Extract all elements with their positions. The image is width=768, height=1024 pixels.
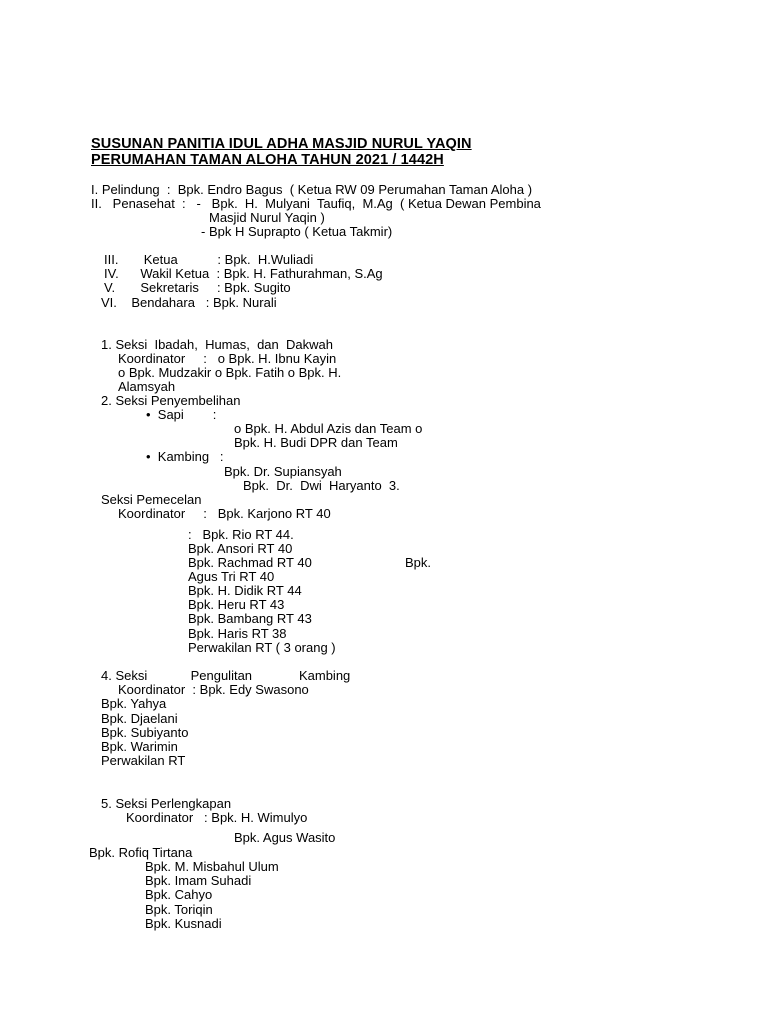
text-line: Bpk. Ansori RT 40 bbox=[188, 541, 293, 556]
text-line: Bpk. Rachmad RT 40 bbox=[188, 555, 312, 570]
text-line: Bpk. Dr. Dwi Haryanto 3. bbox=[243, 478, 400, 493]
text-line: 2. Seksi Penyembelihan bbox=[101, 393, 241, 408]
text-line: I. Pelindung : Bpk. Endro Bagus ( Ketua RW 09 Perumahan Taman Aloha ) bbox=[91, 182, 533, 197]
text-line: Koordinator : Bpk. H. Wimulyo bbox=[126, 810, 308, 825]
text-line: Bpk. Warimin bbox=[101, 739, 178, 754]
text-line: III. Ketua : Bpk. H.Wuliadi bbox=[104, 252, 314, 267]
text-line: : Bpk. Rio RT 44. bbox=[188, 527, 294, 542]
text-line: II. Penasehat : - Bpk. H. Mulyani Taufiq, M.Ag ( Ketua Dewan Pembina bbox=[91, 196, 541, 211]
text-line: • Kambing : bbox=[146, 449, 224, 464]
text-line: Koordinator : Bpk. Edy Swasono bbox=[118, 682, 309, 697]
text-line: Bpk. Subiyanto bbox=[101, 725, 189, 740]
text-line: Masjid Nurul Yaqin ) bbox=[209, 210, 325, 225]
text-line: Bpk. Heru RT 43 bbox=[188, 597, 285, 612]
text-line: IV. Wakil Ketua : Bpk. H. Fathurahman, S.Ag bbox=[104, 266, 383, 281]
text-line: Bpk. Bambang RT 43 bbox=[188, 611, 312, 626]
text-line: Bpk. Imam Suhadi bbox=[145, 873, 252, 888]
document-title-line-1: SUSUNAN PANITIA IDUL ADHA MASJID NURUL YAQIN bbox=[91, 136, 472, 152]
text-line: Bpk. Agus Wasito bbox=[234, 830, 336, 845]
text-line: VI. Bendahara : Bpk. Nurali bbox=[101, 295, 277, 310]
text-line: Agus Tri RT 40 bbox=[188, 569, 275, 584]
text-line: Bpk. Djaelani bbox=[101, 711, 178, 726]
text-line: 5. Seksi Perlengkapan bbox=[101, 796, 232, 811]
text-line: Bpk. H. Didik RT 44 bbox=[188, 583, 302, 598]
text-line: Perwakilan RT bbox=[101, 753, 186, 768]
text-line: - Bpk H Suprapto ( Ketua Takmir) bbox=[201, 224, 393, 239]
text-line: Bpk. Kusnadi bbox=[145, 916, 222, 931]
text-line: o Bpk. H. Abdul Azis dan Team o bbox=[234, 421, 423, 436]
text-line: • Sapi : bbox=[146, 407, 217, 422]
text-line: 4. Seksi Pengulitan Kambing bbox=[101, 668, 351, 683]
text-line: Bpk. H. Budi DPR dan Team bbox=[234, 435, 398, 450]
text-line: Bpk. M. Misbahul Ulum bbox=[145, 859, 279, 874]
text-line: V. Sekretaris : Bpk. Sugito bbox=[104, 280, 291, 295]
text-line: Bpk. Dr. Supiansyah bbox=[224, 464, 342, 479]
text-line: Perwakilan RT ( 3 orang ) bbox=[188, 640, 336, 655]
text-line: o Bpk. Mudzakir o Bpk. Fatih o Bpk. H. bbox=[118, 365, 342, 380]
text-line: Bpk. Haris RT 38 bbox=[188, 626, 287, 641]
text-line: Koordinator : Bpk. Karjono RT 40 bbox=[118, 506, 331, 521]
document-title-line-2: PERUMAHAN TAMAN ALOHA TAHUN 2021 / 1442H bbox=[91, 152, 444, 168]
text-line: Bpk. bbox=[405, 555, 432, 570]
text-line: Seksi Pemecelan bbox=[101, 492, 202, 507]
text-line: Bpk. Rofiq Tirtana bbox=[89, 845, 193, 860]
text-line: Bpk. Toriqin bbox=[145, 902, 213, 917]
text-line: Bpk. Cahyo bbox=[145, 887, 213, 902]
text-line: Bpk. Yahya bbox=[101, 696, 167, 711]
text-line: Alamsyah bbox=[118, 379, 176, 394]
text-line: 1. Seksi Ibadah, Humas, dan Dakwah bbox=[101, 337, 333, 352]
text-line: Koordinator : o Bpk. H. Ibnu Kayin bbox=[118, 351, 337, 366]
